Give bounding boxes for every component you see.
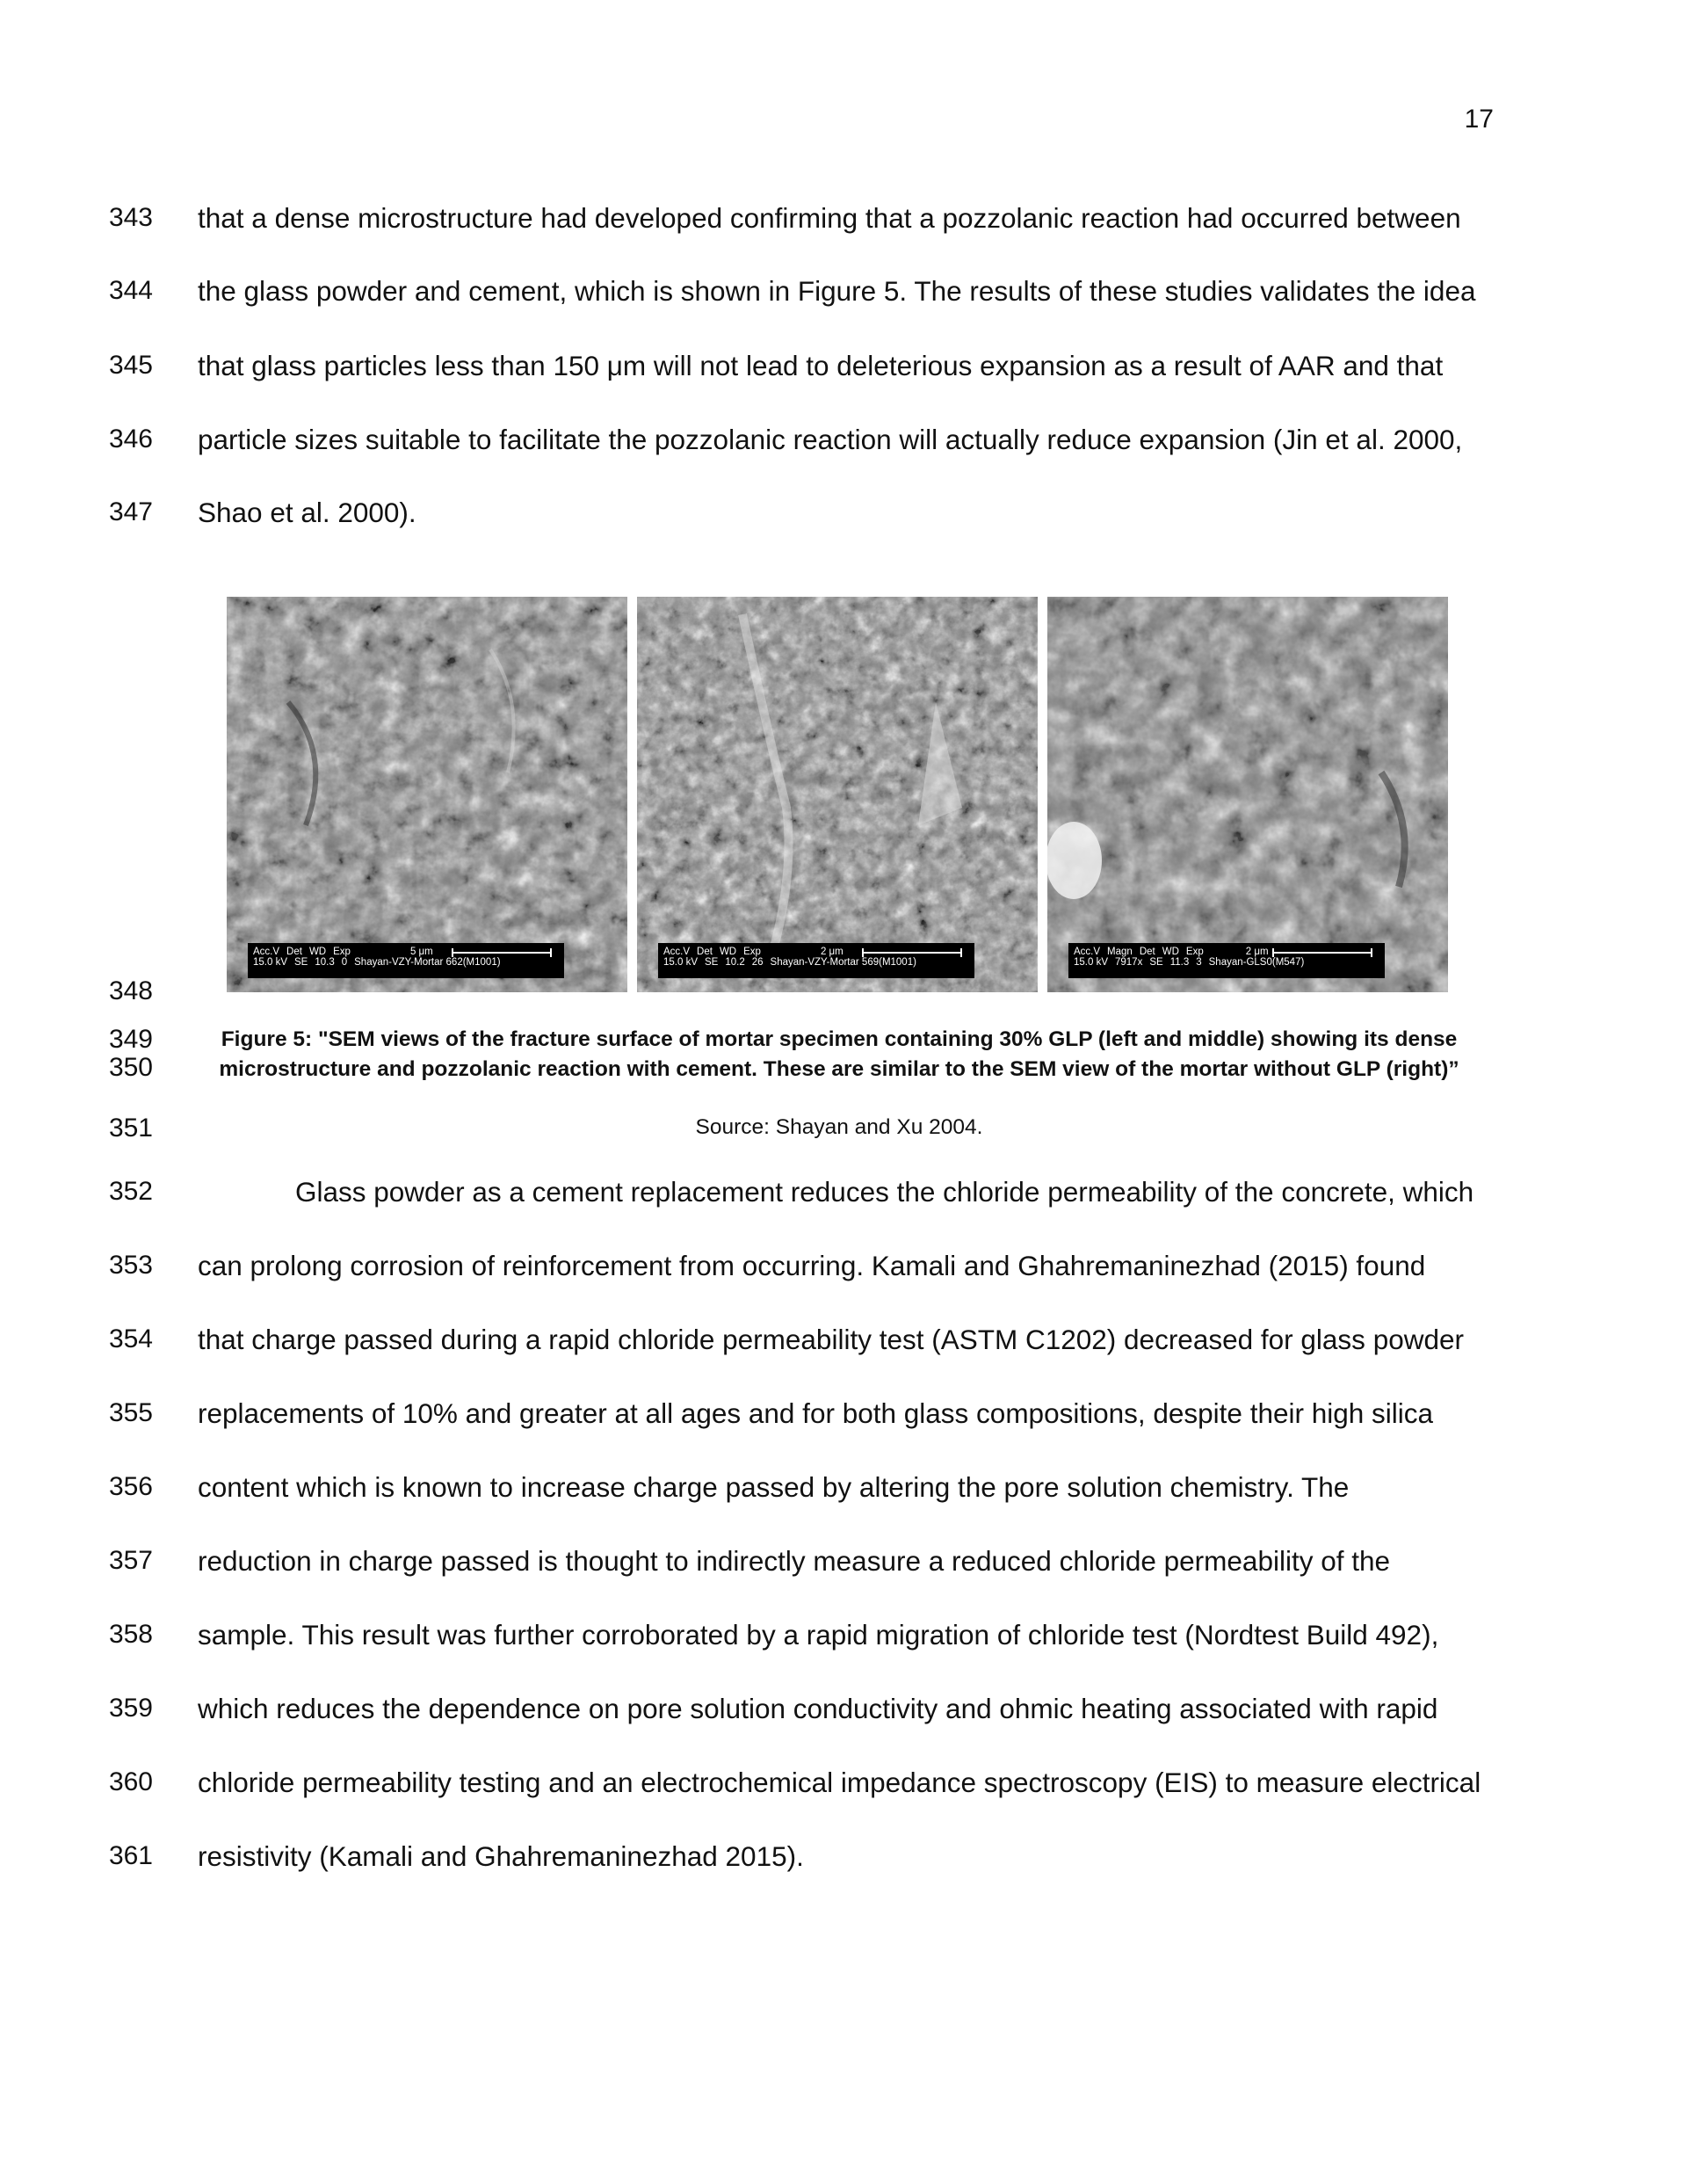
databar-value: 10.3 (315, 957, 335, 968)
text-line: that a dense microstructure had developed confirming that a pozzolanic reaction had occurred between (198, 202, 1461, 234)
scale-bar (1272, 948, 1372, 957)
sem-texture-middle (637, 597, 1038, 992)
figure-caption-line: Figure 5: "SEM views of the fracture surface of mortar specimen containing 30% GLP (left and middle) showing its dense (221, 1027, 1458, 1051)
line-number: 347 (108, 497, 153, 526)
databar-label: Det (1139, 947, 1155, 957)
line-number: 346 (108, 424, 153, 453)
scale-label: 2 μm (820, 947, 844, 957)
text-line: particle sizes suitable to facilitate the pozzolanic reaction will actually reduce expansion (Jin et al. 2000, (198, 424, 1463, 455)
figure-caption-line: microstructure and pozzolanic reaction with cement. These are similar to the SEM view of the mortar without GLP (right)” (219, 1057, 1459, 1081)
line-number: 358 (108, 1620, 153, 1649)
databar-label: Acc.V (1074, 947, 1101, 957)
sem-databar (658, 943, 974, 978)
databar-value: SE (1149, 957, 1163, 968)
databar-value: 15.0 kV (663, 957, 698, 968)
text-line: the glass powder and cement, which is shown in Figure 5. The results of these studies validates the idea (198, 275, 1476, 307)
text-line: which reduces the dependence on pore solution conductivity and ohmic heating associated with rapid (198, 1693, 1438, 1724)
databar-value: 15.0 kV (1074, 957, 1108, 968)
databar-label: Exp (1185, 947, 1204, 957)
scale-bar (452, 948, 552, 957)
databar-label: Exp (333, 947, 351, 957)
databar-label: Exp (743, 947, 761, 957)
line-number: 355 (108, 1398, 153, 1427)
line-number: 351 (108, 1114, 153, 1143)
text-line: that charge passed during a rapid chloride permeability test (ASTM C1202) decreased for glass powder (198, 1324, 1465, 1355)
sem-databar (248, 943, 564, 978)
line-number: 350 (108, 1053, 153, 1082)
text-line: sample. This result was further corroborated by a rapid migration of chloride test (Nordtest Build 492), (198, 1619, 1439, 1651)
sem-image-middle (637, 597, 1038, 992)
databar-label: Acc.V (663, 947, 691, 957)
text-line: chloride permeability testing and an electrochemical impedance spectroscopy (EIS) to measure electrical (198, 1767, 1481, 1798)
text-line: Shao et al. 2000). (198, 497, 416, 528)
databar-label: Det (286, 947, 302, 957)
text-line: content which is known to increase charge passed by altering the pore solution chemistry. The (198, 1471, 1350, 1503)
text-line: that glass particles less than 150 μm will not lead to deleterious expansion as a result of AAR and that (198, 350, 1444, 381)
databar-label: WD (1162, 947, 1179, 957)
databar-value: 7917x (1115, 957, 1143, 968)
line-number: 344 (108, 276, 153, 305)
databar-value: Shayan-GLS0(M547) (1208, 957, 1305, 968)
line-number: 361 (108, 1841, 153, 1870)
line-number: 349 (108, 1025, 153, 1054)
sem-image-right (1047, 597, 1448, 992)
text-line: resistivity (Kamali and Ghahremaninezhad 2015). (198, 1840, 804, 1872)
databar-value: 0 (341, 957, 348, 968)
databar-value: SE (294, 957, 308, 968)
figure-source: Source: Shayan and Xu 2004. (695, 1115, 983, 1139)
figure-5 (227, 597, 1448, 992)
sem-image-left (227, 597, 627, 992)
line-number: 357 (108, 1546, 153, 1575)
databar-label: Det (697, 947, 713, 957)
databar-value: Shayan-VZY-Mortar 662(M1001) (354, 957, 501, 968)
line-number: 354 (108, 1324, 153, 1353)
sem-texture-left (227, 597, 627, 992)
scale-label: 5 μm (409, 947, 433, 957)
databar-label: Magn (1107, 947, 1133, 957)
line-number: 356 (108, 1472, 153, 1501)
line-number: 353 (108, 1251, 153, 1280)
databar-value: 26 (751, 957, 764, 968)
sem-texture-right (1047, 597, 1448, 992)
databar-value: 3 (1196, 957, 1202, 968)
line-number: 359 (108, 1694, 153, 1723)
databar-value: 15.0 kV (253, 957, 287, 968)
databar-label: Acc.V (253, 947, 280, 957)
page-number: 17 (1464, 105, 1494, 134)
databar-label: WD (308, 947, 327, 957)
line-number: 352 (108, 1177, 153, 1206)
databar-value: Shayan-VZY-Mortar 569(M1001) (770, 957, 916, 968)
sem-databar (1068, 943, 1385, 978)
databar-label: WD (719, 947, 737, 957)
line-number: 348 (108, 976, 153, 1005)
text-line: can prolong corrosion of reinforcement from occurring. Kamali and Ghahremaninezhad (2015) found (198, 1250, 1426, 1281)
line-number: 360 (108, 1767, 153, 1796)
text-line: replacements of 10% and greater at all ages and for both glass compositions, despite their high silica (198, 1397, 1434, 1429)
databar-value: 10.2 (725, 957, 745, 968)
databar-value: SE (705, 957, 719, 968)
scale-bar (862, 948, 962, 957)
scale-label: 2 μm (1245, 947, 1269, 957)
databar-value: 11.3 (1169, 957, 1190, 968)
line-number: 343 (108, 203, 153, 232)
text-line: Glass powder as a cement replacement reduces the chloride permeability of the concrete, which (295, 1176, 1474, 1208)
text-line: reduction in charge passed is thought to indirectly measure a reduced chloride permeability of the (198, 1545, 1391, 1577)
line-number: 345 (108, 351, 153, 380)
